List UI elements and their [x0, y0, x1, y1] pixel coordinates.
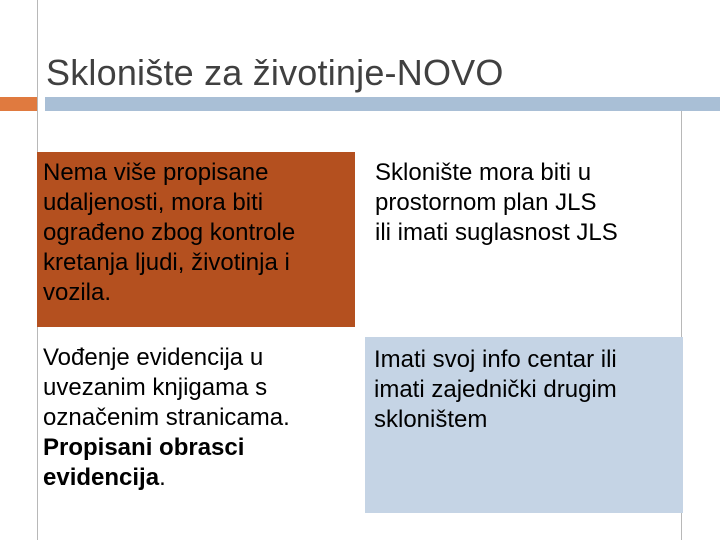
- cell-top-left: [37, 152, 355, 327]
- cell-bottom-left: [37, 337, 355, 517]
- bold-text-line: Propisani obrasci: [43, 434, 245, 461]
- text-line: Sklonište mora biti u: [375, 159, 592, 186]
- text-line: udaljenosti, mora biti: [43, 189, 264, 216]
- text-line: vozila.: [43, 279, 112, 306]
- text-line: ili imati suglasnost JLS: [375, 219, 618, 246]
- slide-title: Sklonište za životinje-NOVO: [46, 52, 504, 93]
- cell-bottom-right: [365, 337, 683, 513]
- text-line: Vođenje evidencija u: [43, 344, 264, 371]
- text-line: skloništem: [374, 406, 488, 433]
- text-line: Nema više propisane: [43, 159, 269, 186]
- text-line: uvezanim knjigama s: [43, 374, 268, 401]
- trailing-period: .: [159, 464, 166, 491]
- text-line: ograđeno zbog kontrole: [43, 219, 296, 246]
- text-line: označenim stranicama.: [43, 404, 290, 431]
- text-line: prostornom plan JLS: [375, 189, 597, 216]
- text-line: Imati svoj info centar ili: [374, 346, 617, 373]
- title-accent-orange: [0, 97, 37, 111]
- text-line: kretanja ljudi, životinja i: [43, 249, 290, 276]
- text-line-with-bold: [43, 463, 355, 493]
- title-accent-bar: [45, 97, 720, 111]
- cell-top-right: [365, 152, 683, 327]
- bold-text: evidencija: [43, 464, 160, 491]
- text-line: imati zajednički drugim: [374, 376, 617, 403]
